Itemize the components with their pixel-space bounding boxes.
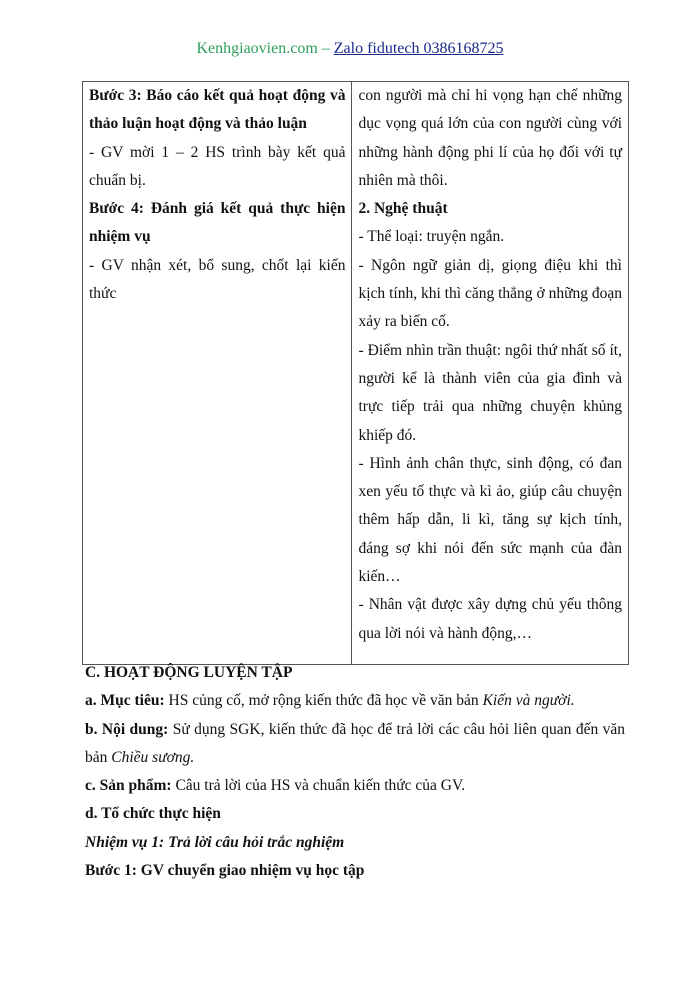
content-work: Chiều sương. [111, 748, 195, 766]
content-line [85, 716, 625, 773]
page-header [0, 40, 700, 58]
product-text: Câu trả lời của HS và chuẩn kiến thức của GV. [171, 777, 466, 795]
content-cell [352, 82, 629, 665]
organize-label: d. Tổ chức thực hiện [85, 805, 221, 823]
art-bullet: - Ngôn ngữ giản dị, giọng điệu khi thì kịch tính, khi thì căng thẳng ở những đoạn xảy ra biến cố. [358, 256, 622, 331]
content-label: b. Nội dung: [85, 720, 169, 738]
art-bullet: - Thể loại: truyện ngắn. [358, 228, 505, 246]
art-bullet: - Nhân vật được xây dựng chủ yếu thông qua lời nói và hành động,… [358, 596, 622, 642]
step3-title: Bước 3: Báo cáo kết quả hoạt động và thảo luận hoạt động và thảo luận [89, 87, 346, 133]
art-title: 2. Nghệ thuật [358, 200, 448, 218]
step3-text: - GV mời 1 – 2 HS trình bày kết quả chuẩn bị. [89, 143, 346, 189]
product-line [85, 772, 625, 800]
step1-title: Bước 1: GV chuyển giao nhiệm vụ học tập [85, 862, 365, 880]
practice-section [85, 659, 625, 885]
product-label: c. Sản phẩm: [85, 777, 172, 795]
step4-title: Bước 4: Đánh giá kết quả thực hiện nhiệm vụ [89, 200, 346, 246]
intro-text: con người mà chỉ hi vọng hạn chế những dục vọng quá lớn của con người cùng với những hành động phi lí của họ đối với tự nhiên mà thôi. [358, 87, 622, 189]
task1-title: Nhiệm vụ 1: Trả lời câu hỏi trắc nghiệm [85, 833, 345, 851]
table-row [83, 82, 629, 665]
content-text: Sử dụng SGK, kiến thức đã học để trả lời các câu hỏi liên quan đến văn bản [85, 720, 625, 766]
objective-text: HS củng cố, mở rộng kiến thức đã học về văn bản [164, 692, 483, 710]
lesson-table [82, 81, 629, 665]
contact-link[interactable]: Zalo fidutech 0386168725 [333, 40, 504, 57]
section-title: C. HOẠT ĐỘNG LUYỆN TẬP [85, 664, 293, 681]
art-bullet: - Điểm nhìn trần thuật: ngôi thứ nhất số ít, người kể là thành viên của gia đình và trực tiếp trải qua những chuyện khủng khiếp đó. [358, 341, 622, 444]
teacher-activity-cell [83, 82, 352, 665]
art-bullet: - Hình ảnh chân thực, sinh động, có đan xen yếu tố thực và kì ảo, giúp câu chuyện thêm hấp dẫn, li kì, tăng sự kịch tính, đáng sợ khi nói đến sức mạnh của đàn kiến… [358, 454, 622, 586]
step4-text: - GV nhận xét, bổ sung, chốt lại kiến thức [89, 256, 346, 303]
objective-line [85, 687, 625, 715]
site-name: Kenhgiaovien.com [196, 40, 318, 57]
objective-work: Kiến và người. [482, 692, 575, 710]
objective-label: a. Mục tiêu: [85, 692, 165, 710]
header-separator: – [317, 40, 334, 57]
